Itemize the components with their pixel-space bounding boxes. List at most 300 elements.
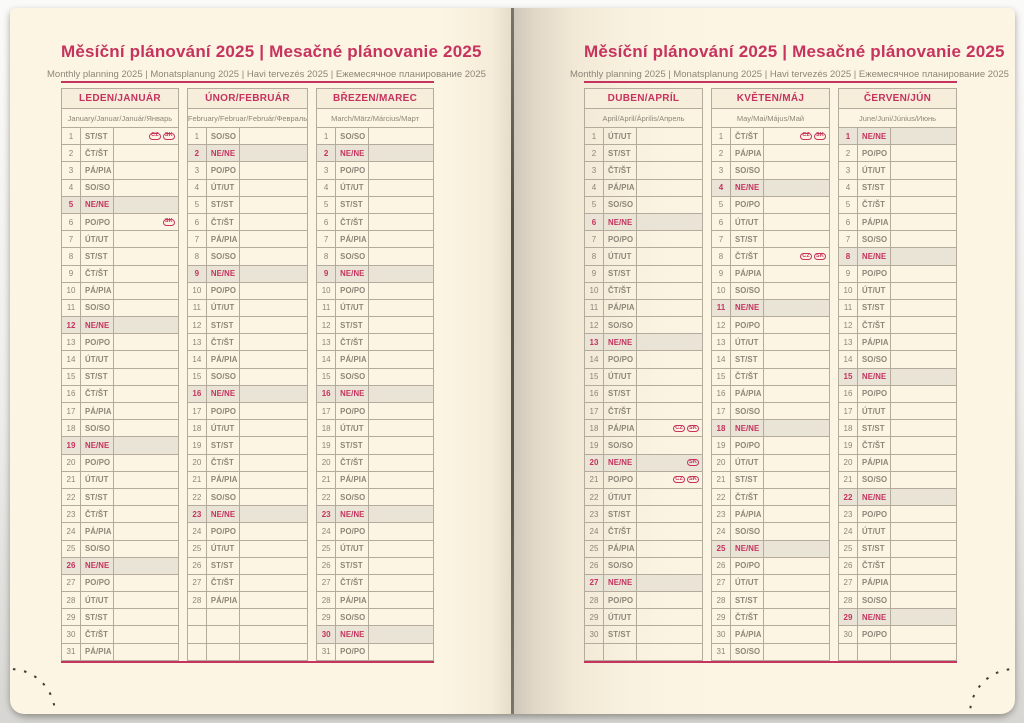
day-abbreviation: NE/NE [81,317,114,333]
day-number: 25 [712,541,731,557]
day-number: 4 [317,180,336,196]
day-row [62,128,178,145]
month-grid [62,128,178,660]
day-number: 15 [62,369,81,385]
day-row [317,523,433,540]
day-row [62,626,178,643]
day-number: 23 [317,506,336,522]
day-number: 29 [317,609,336,625]
notes-cell [114,283,178,299]
notes-cell [891,369,956,385]
day-number: 31 [317,644,336,660]
day-row [585,248,702,265]
day-abbreviation: ČT/ŠT [604,162,637,178]
day-number: 18 [62,420,81,436]
notes-cell [114,420,178,436]
day-row [62,266,178,283]
notes-cell [891,386,956,402]
day-row [62,420,178,437]
day-row [585,506,702,523]
empty-day-number [188,644,207,660]
day-abbreviation: ČT/ŠT [336,334,369,350]
notes-cell [114,214,178,230]
day-row [317,128,433,145]
day-number: 5 [585,197,604,213]
day-number: 20 [839,455,858,471]
day-number: 28 [317,592,336,608]
notes-cell [637,162,702,178]
day-number: 3 [62,162,81,178]
day-row [712,506,829,523]
day-abbreviation: PÁ/PIA [207,231,240,247]
day-number: 6 [839,214,858,230]
day-number: 4 [712,180,731,196]
notes-cell [891,214,956,230]
day-number: 16 [62,386,81,402]
empty-row [585,644,702,660]
day-abbreviation: PO/PO [336,644,369,660]
notes-cell [891,403,956,419]
day-row [317,541,433,558]
notes-cell [891,575,956,591]
day-number: 2 [839,145,858,161]
day-abbreviation: ST/ST [81,369,114,385]
day-number: 18 [839,420,858,436]
day-number: 5 [317,197,336,213]
day-number: 29 [62,609,81,625]
month-languages: May/Mai/Május/Май [712,109,829,128]
month-column [61,88,179,661]
day-number: 30 [712,626,731,642]
day-row [188,300,307,317]
notes-cell [240,334,307,350]
day-row [188,541,307,558]
day-row-sunday [62,197,178,214]
day-abbreviation: NE/NE [604,334,637,350]
notes-cell [369,644,433,660]
notes-cell [637,489,702,505]
notes-cell [891,523,956,539]
day-row-sunday [585,575,702,592]
day-abbreviation: PO/PO [858,626,891,642]
day-number: 3 [712,162,731,178]
day-number: 3 [585,162,604,178]
day-number: 15 [839,369,858,385]
day-row [317,162,433,179]
day-abbreviation: ST/ST [81,489,114,505]
notes-cell [764,558,829,574]
day-abbreviation: ČT/ŠT [81,266,114,282]
day-row [585,145,702,162]
day-abbreviation: ST/ST [604,145,637,161]
day-number: 7 [712,231,731,247]
day-row [839,558,956,575]
day-row [188,317,307,334]
notes-cell [637,317,702,333]
day-row [712,197,829,214]
day-abbreviation: PO/PO [858,506,891,522]
day-number: 12 [317,317,336,333]
notes-cell [114,489,178,505]
day-abbreviation: ÚT/UT [731,455,764,471]
day-abbreviation: ÚT/UT [336,420,369,436]
notes-cell [369,180,433,196]
day-abbreviation: ÚT/UT [604,128,637,144]
day-number: 27 [712,575,731,591]
day-row [839,575,956,592]
day-abbreviation: SO/SO [604,558,637,574]
notes-cell [114,231,178,247]
day-number: 20 [712,455,731,471]
notes-cell [764,523,829,539]
day-number: 10 [712,283,731,299]
day-abbreviation: ÚT/UT [336,541,369,557]
day-row [585,437,702,454]
notes-cell [637,455,702,471]
day-abbreviation: PÁ/PIA [336,592,369,608]
day-number: 21 [188,472,207,488]
notes-cell [891,334,956,350]
day-abbreviation: PO/PO [604,592,637,608]
notes-cell [891,248,956,264]
day-number: 16 [712,386,731,402]
day-number: 8 [188,248,207,264]
day-abbreviation: ČT/ŠT [81,506,114,522]
day-number: 25 [317,541,336,557]
day-row [62,506,178,523]
day-number: 3 [317,162,336,178]
day-abbreviation: NE/NE [336,266,369,282]
day-abbreviation: PÁ/PIA [731,506,764,522]
day-abbreviation: NE/NE [336,386,369,402]
day-abbreviation: NE/NE [207,266,240,282]
notes-cell [240,437,307,453]
empty-day-number [585,644,604,660]
day-row [585,266,702,283]
day-row [62,386,178,403]
day-number: 13 [839,334,858,350]
day-abbreviation: PÁ/PIA [336,472,369,488]
day-abbreviation: ÚT/UT [336,300,369,316]
day-number: 11 [317,300,336,316]
day-number: 26 [585,558,604,574]
day-row-sunday [585,455,702,472]
months-grid-right [584,88,957,661]
notes-cell [369,214,433,230]
day-abbreviation: PO/PO [81,214,114,230]
day-number: 5 [712,197,731,213]
day-abbreviation: PÁ/PIA [858,575,891,591]
notes-cell [764,403,829,419]
day-number: 16 [188,386,207,402]
month-grid [712,128,829,660]
day-row [839,300,956,317]
day-number: 10 [62,283,81,299]
month-name: BŘEZEN/MAREC [317,89,433,109]
planner-page-right [514,8,1015,714]
day-abbreviation: ST/ST [604,506,637,522]
notes-cell [891,626,956,642]
empty-day-abbreviation [207,626,240,642]
day-abbreviation: SO/SO [858,592,891,608]
day-abbreviation: PÁ/PIA [81,162,114,178]
notes-cell [637,558,702,574]
notes-cell [369,231,433,247]
day-number: 21 [62,472,81,488]
day-number: 27 [62,575,81,591]
day-abbreviation: NE/NE [731,180,764,196]
day-number: 26 [188,558,207,574]
notes-cell [764,455,829,471]
notes-cell [764,437,829,453]
notes-cell [764,248,829,264]
day-row [839,420,956,437]
day-row-sunday [317,145,433,162]
day-abbreviation: ÚT/UT [604,369,637,385]
day-number: 21 [585,472,604,488]
day-row [712,437,829,454]
day-row [585,558,702,575]
notes-cell [114,317,178,333]
day-abbreviation: ST/ST [604,266,637,282]
day-abbreviation: ÚT/UT [604,609,637,625]
day-number: 18 [188,420,207,436]
notes-cell [114,248,178,264]
notes-cell [114,592,178,608]
day-number: 20 [585,455,604,471]
day-number: 18 [317,420,336,436]
notes-cell [114,455,178,471]
month-column [838,88,957,661]
day-row-sunday [317,506,433,523]
day-row [585,317,702,334]
notes-cell [240,317,307,333]
day-number: 15 [317,369,336,385]
day-number: 22 [188,489,207,505]
day-abbreviation: NE/NE [604,214,637,230]
day-row [712,283,829,300]
day-row [317,575,433,592]
day-row [188,369,307,386]
day-abbreviation: ST/ST [81,128,114,144]
day-abbreviation: NE/NE [336,506,369,522]
notes-cell [369,351,433,367]
day-row [188,420,307,437]
notes-cell [369,420,433,436]
day-number: 28 [712,592,731,608]
notes-cell [369,455,433,471]
day-row-sunday [839,128,956,145]
day-number: 16 [317,386,336,402]
day-abbreviation: PO/PO [81,575,114,591]
holiday-badge-cz: CZ [802,252,810,259]
day-row [839,145,956,162]
top-divider-line [61,81,434,83]
day-row [317,351,433,368]
notes-cell [637,128,702,144]
day-abbreviation: SO/SO [336,489,369,505]
day-row [62,248,178,265]
day-number: 4 [188,180,207,196]
day-abbreviation: ČT/ŠT [207,455,240,471]
day-abbreviation: ÚT/UT [604,248,637,264]
day-row [317,489,433,506]
month-name: ÚNOR/FEBRUÁR [188,89,307,109]
day-abbreviation: ST/ST [731,231,764,247]
empty-row [188,609,307,626]
day-abbreviation: ČT/ŠT [604,283,637,299]
notes-cell [114,575,178,591]
empty-notes-cell [891,644,956,660]
day-number: 13 [62,334,81,350]
notes-cell [114,162,178,178]
notes-cell [369,558,433,574]
notes-cell [891,541,956,557]
page-subtitle: Monthly planning 2025 | Monatsplanung 2025 | Havi tervezés 2025 | Ежемесячное планирование 2025 [570,69,1009,80]
day-abbreviation: PO/PO [207,162,240,178]
day-number: 12 [839,317,858,333]
bottom-divider-line [61,661,434,663]
day-row [839,334,956,351]
notes-cell [764,162,829,178]
bottom-divider-line [584,661,957,663]
day-row [839,283,956,300]
day-abbreviation: ST/ST [207,558,240,574]
day-number: 10 [585,283,604,299]
day-abbreviation: ČT/ŠT [604,523,637,539]
day-abbreviation: NE/NE [858,609,891,625]
day-abbreviation: PO/PO [207,523,240,539]
day-abbreviation: NE/NE [858,369,891,385]
empty-day-abbreviation [858,644,891,660]
day-abbreviation: PÁ/PIA [731,626,764,642]
day-number: 23 [712,506,731,522]
day-number: 31 [712,644,731,660]
month-grid [188,128,307,660]
day-number: 9 [317,266,336,282]
empty-day-number [188,626,207,642]
day-abbreviation: NE/NE [858,248,891,264]
notes-cell [114,403,178,419]
notes-cell [764,369,829,385]
day-abbreviation: SO/SO [336,248,369,264]
day-number: 7 [585,231,604,247]
day-abbreviation: NE/NE [81,558,114,574]
day-number: 17 [188,403,207,419]
day-number: 11 [585,300,604,316]
day-row [317,609,433,626]
notes-cell [891,558,956,574]
month-languages: January/Januar/Január/Январь [62,109,178,128]
day-abbreviation: NE/NE [336,626,369,642]
holiday-badge-cz: CZ [802,132,810,139]
day-abbreviation: SO/SO [604,197,637,213]
day-row [317,283,433,300]
day-row [317,231,433,248]
day-abbreviation: NE/NE [731,420,764,436]
day-number: 27 [839,575,858,591]
day-number: 14 [317,351,336,367]
day-number: 17 [62,403,81,419]
notes-cell [637,420,702,436]
day-abbreviation: ČT/ŠT [336,214,369,230]
holiday-badge-cz: CZ [151,132,159,139]
notes-cell [764,266,829,282]
day-abbreviation: ST/ST [336,317,369,333]
day-row [585,197,702,214]
notes-cell [240,592,307,608]
day-number: 17 [712,403,731,419]
day-number: 24 [317,523,336,539]
notes-cell [114,472,178,488]
day-row-sunday [62,558,178,575]
notes-cell [240,248,307,264]
day-number: 6 [712,214,731,230]
day-abbreviation: ÚT/UT [207,541,240,557]
day-row [317,300,433,317]
day-abbreviation: ST/ST [336,437,369,453]
empty-day-abbreviation [604,644,637,660]
notes-cell [369,266,433,282]
day-abbreviation: ST/ST [731,592,764,608]
day-row-sunday [712,180,829,197]
day-number: 2 [585,145,604,161]
day-number: 22 [317,489,336,505]
day-abbreviation: PÁ/PIA [858,455,891,471]
day-row [585,489,702,506]
day-number: 18 [712,420,731,436]
day-number: 1 [188,128,207,144]
perforation-dots-icon [10,668,56,714]
day-abbreviation: PÁ/PIA [207,472,240,488]
notes-cell [637,472,702,488]
day-number: 26 [712,558,731,574]
notes-cell [369,437,433,453]
notes-cell [764,541,829,557]
notes-cell [114,128,178,144]
day-row [188,472,307,489]
notes-cell [369,541,433,557]
day-number: 21 [317,472,336,488]
day-row [317,197,433,214]
notes-cell [240,420,307,436]
notes-cell [114,609,178,625]
notes-cell [369,162,433,178]
day-row [317,214,433,231]
day-abbreviation: ST/ST [81,609,114,625]
notes-cell [891,266,956,282]
notes-cell [764,386,829,402]
day-row [712,489,829,506]
notes-cell [114,145,178,161]
notes-cell [240,386,307,402]
notes-cell [369,300,433,316]
notes-cell [891,351,956,367]
day-row [839,437,956,454]
day-number: 6 [62,214,81,230]
day-row [317,455,433,472]
day-abbreviation: ČT/ŠT [81,386,114,402]
notes-cell [764,506,829,522]
day-abbreviation: NE/NE [336,145,369,161]
notes-cell [114,180,178,196]
notes-cell [369,489,433,505]
day-number: 9 [188,266,207,282]
day-number: 27 [585,575,604,591]
day-row [188,575,307,592]
notes-cell [240,541,307,557]
day-row [712,472,829,489]
